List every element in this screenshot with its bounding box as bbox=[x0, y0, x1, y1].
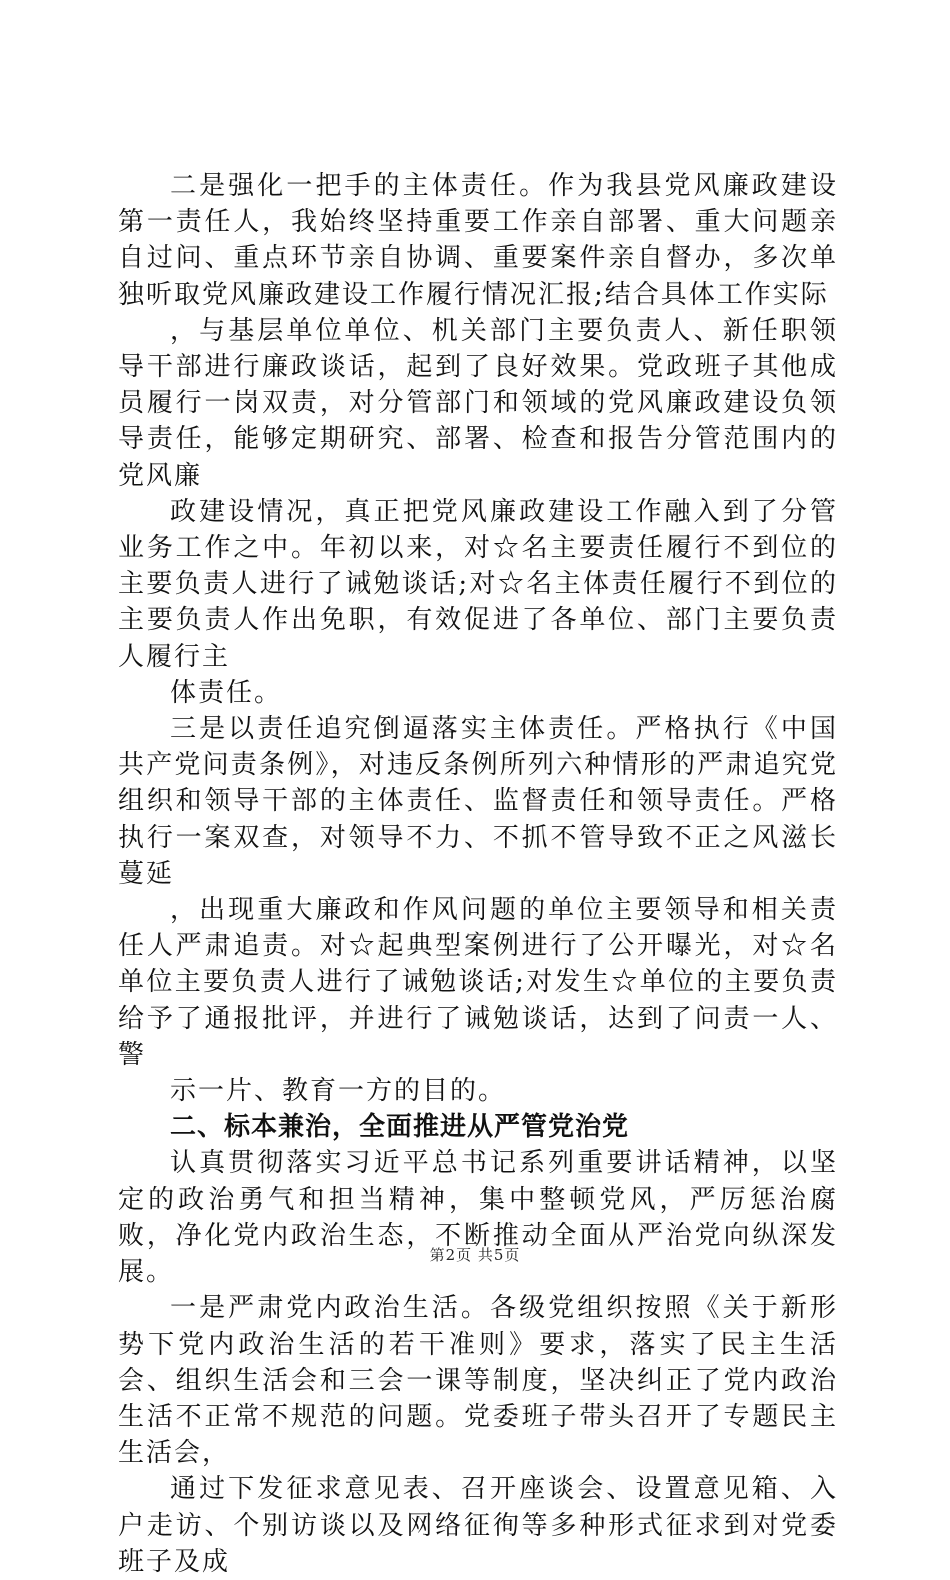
page-number-label: 第2页 共5页 bbox=[429, 1246, 521, 1264]
paragraph-7: 示一片、教育一方的目的。 bbox=[170, 1076, 507, 1107]
section-heading: 二、标本兼治，全面推进从严管党治党 bbox=[170, 1112, 630, 1143]
paragraph-8: 认真贯彻落实习近平总书记系列重要讲话精神，以坚定的政治勇气和担当精神，集中整顿党风，严厉惩治腐败，净化党内政治生态，不断推动全面从严治党向纵深发展。 bbox=[118, 1148, 838, 1288]
paragraph-4: 体责任。 bbox=[170, 677, 283, 708]
paragraph-10: 通过下发征求意见表、召开座谈会、设置意见箱、入户走访、个别访谈以及网络征徇等多种形式征求到对党委班子及成 bbox=[118, 1474, 838, 1577]
paragraph-1: 二是强化一把手的主体责任。作为我县党风廉政建设第一责任人，我始终坚持重要工作亲自部署、重大问题亲自过问、重点环节亲自协调、重要案件亲自督办，多次单独听取党风廉政建设工作履行情况汇报;结合具体工作实际 bbox=[118, 171, 838, 310]
paragraph-5: 三是以责任追究倒逼落实主体责任。严格执行《中国共产党问责条例》，对违反条例所列六种情形的严肃追究党组织和领导干部的主体责任、监督责任和领导责任。严格执行一案双查，对领导不力、不抓不管导致不正之风滋长蔓延 bbox=[118, 714, 838, 889]
paragraph-2: ，与基层单位单位、机关部门主要负责人、新任职领导干部进行廉政谈话，起到了良好效果。党政班子其他成员履行一岗双责，对分管部门和领域的党风廉政建设负领导责任，能够定期研究、部署、检查和报告分管范围内的党风廉 bbox=[118, 315, 838, 491]
page-footer bbox=[0, 1244, 950, 1265]
paragraph-6: ，出现重大廉政和作风问题的单位主要领导和相关责任人严肃追责。对☆起典型案例进行了公开曝光，对☆名单位主要负责人进行了诫勉谈话;对发生☆单位的主要负责给予了通报批评，并进行了诫勉谈话，达到了问责一人、警 bbox=[118, 895, 838, 1070]
document-body bbox=[118, 168, 838, 1580]
paragraph-3: 政建设情况，真正把党风廉政建设工作融入到了分管业务工作之中。年初以来，对☆名主要责任履行不到位的主要负责人进行了诫勉谈话;对☆名主体责任履行不到位的主要负责人作出免职，有效促进了各单位、部门主要负责人履行主 bbox=[118, 496, 838, 672]
paragraph-9: 一是严肃党内政治生活。各级党组织按照《关于新形势下党内政治生活的若干准则》要求，落实了民主生活会、组织生活会和三会一课等制度，坚决纠正了党内政治生活不正常不规范的问题。党委班子带头召开了专题民主生活会， bbox=[118, 1293, 838, 1469]
